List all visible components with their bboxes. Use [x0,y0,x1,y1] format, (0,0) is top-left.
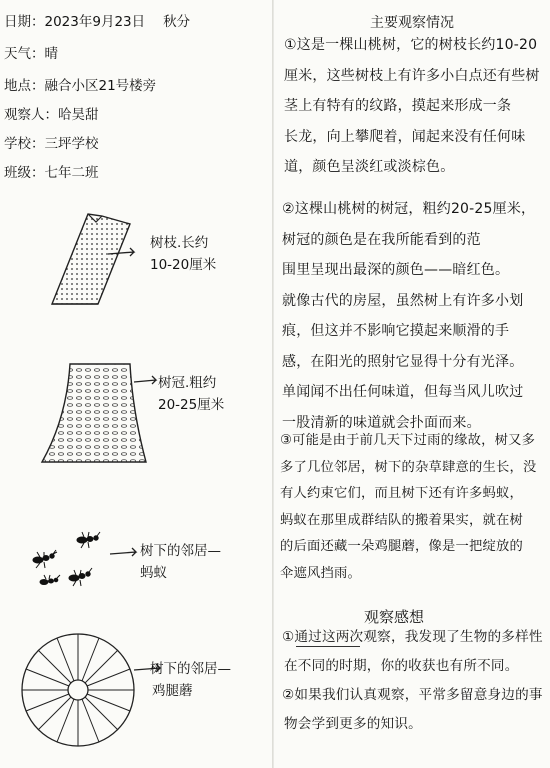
ant-icon [40,575,60,585]
reflection-line: 物会学到更多的知识。 [284,716,422,732]
crown-sketch [30,360,270,465]
page-fold-divider [272,0,274,768]
observation-line: 就像古代的房屋，虽然树上有许多小划 [282,292,524,309]
reflection-paragraph-1 [282,623,543,681]
crown-caption-line: 20-25厘米 [158,397,225,413]
crown-caption-line: 树冠.粗约 [158,375,217,391]
weather-value: 晴 [44,46,58,62]
observation-line: 道，颜色呈淡红或淡棕色。 [284,159,455,175]
reflection-paragraph-2 [282,681,543,739]
place-field [4,74,156,94]
reflection-line: ②如果我们认真观察，平常多留意身边的事 [282,687,543,703]
observation-line: 厘米，这些树枝上有许多小白点还有些树 [284,67,540,84]
observation-line: 围里呈现出最深的颜色——暗红色。 [282,262,510,278]
observer-field [4,103,99,123]
observation-paragraph-3 [280,428,536,587]
ink-underline [296,646,360,647]
class-value: 七年二班 [44,165,99,181]
observation-line: 茎上有特有的纹路，摸起来形成一条 [284,98,512,114]
observer-label: 观察人： [4,107,58,123]
observation-line: 长龙，向上攀爬着，闻起来没有任何味 [284,128,526,145]
observation-line: 痕，但这并不影响它摸起来顺滑的手 [282,323,510,339]
observation-line: 有人约束它们，而且树下还有许多蚂蚁， [280,486,523,501]
observation-paragraph-1 [284,30,540,183]
observation-title: 主要观察情况 [370,15,454,31]
observation-line: ①这是一棵山桃树，它的树枝长约10-20 [284,37,538,53]
observation-line: 蚂蚁在那里成群结队的搬着果实，就在树 [280,512,523,528]
crown-caption [158,372,224,416]
mushroom-caption [150,658,231,702]
observation-line: 感，在阳光的照射它显得十分有光泽。 [282,353,524,370]
observation-line: ③可能是由于前几天下过雨的缘故，树又多 [280,433,536,448]
date-field [4,10,190,30]
observation-line: 一股清新的味道就会扑面而来。 [282,414,481,431]
date-label: 日期： [4,14,45,30]
reflection-line: 在不同的时期，你的收获也有所不同。 [284,658,519,674]
observation-paragraph-2 [282,194,535,438]
ant-icon [69,568,92,586]
class-field [4,161,99,181]
weather-field [4,42,58,62]
solar-term: 秋分 [163,14,191,30]
observation-line: 的后面还藏一朵鸡腿蘑，像是一把绽放的 [280,539,523,554]
observer-value: 哈昊甜 [58,107,99,123]
reflection-line: ①通过这两次观察，我发现了生物的多样性 [282,629,543,645]
observation-line: ②这棵山桃树的树冠，粗约20-25厘米， [282,201,536,217]
mushroom-caption-line: 树下的邻居— [150,661,231,677]
ant-icon [33,550,57,568]
ants-sketch [26,528,146,588]
observation-line: 伞遮风挡雨。 [280,565,361,581]
school-label: 学校： [4,136,45,152]
school-value: 三坪学校 [44,136,99,152]
branch-caption-line: 树枝.长约 [150,235,209,251]
place-label: 地点： [4,78,45,94]
observation-line: 树冠的颜色是在我所能看到的范 [282,231,481,248]
school-field [4,132,99,152]
reflection-title: 观察感想 [364,608,425,626]
branch-caption [150,232,216,276]
branch-caption-line: 10-20厘米 [150,257,217,273]
weather-label: 天气： [4,46,45,62]
class-label: 班级： [4,165,45,181]
mushroom-caption-line: 鸡腿蘑 [152,683,193,699]
observation-line: 单闻闻不出任何味道，但每当风儿吹过 [282,384,524,400]
ants-caption [140,540,221,584]
place-value: 融合小区21号楼旁 [44,78,157,94]
observation-line: 多了几位邻居，树下的杂草肆意的生长，没 [280,459,537,475]
ant-icon [77,532,100,548]
ants-caption-line: 蚂蚁 [140,565,167,581]
date-value: 2023年9月23日 [44,14,146,30]
ants-caption-line: 树下的邻居— [140,543,221,559]
